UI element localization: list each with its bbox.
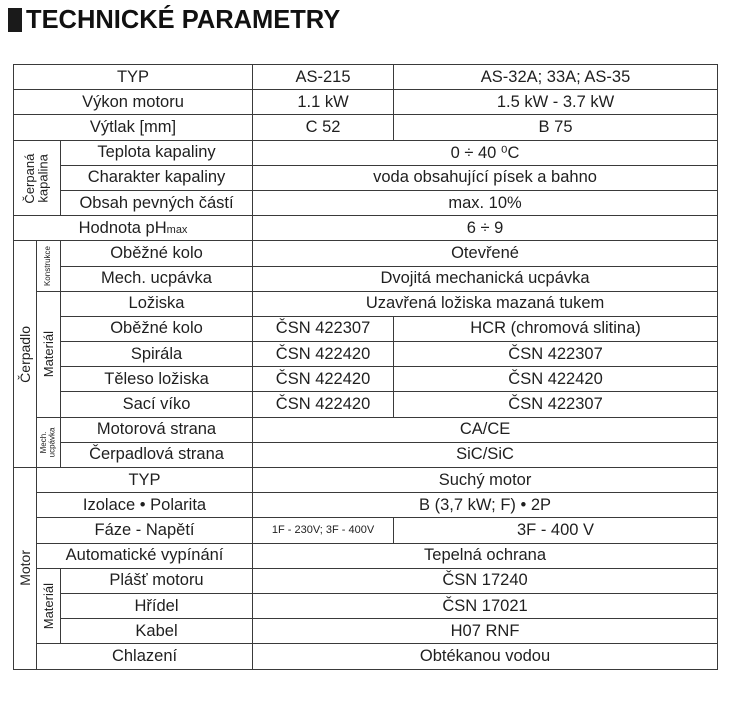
cell-label: TYP	[14, 65, 253, 90]
cell-col2: ČSN 422307	[394, 392, 718, 417]
table-row-hridel	[14, 593, 718, 618]
title-square-icon	[8, 8, 22, 32]
table-row-mech-ucpavka	[14, 266, 718, 291]
cell-label: Plášť motoru	[61, 568, 253, 593]
cell-value: Obtékanou vodou	[253, 644, 718, 669]
cell-label: Čerpadlová strana	[61, 442, 253, 467]
sub-material-cerpadlo	[37, 291, 61, 417]
cell-label: Ložiska	[61, 291, 253, 316]
cell-value: ČSN 17240	[253, 568, 718, 593]
cell-label: Mech. ucpávka	[61, 266, 253, 291]
page-title	[8, 4, 347, 35]
cell-label: Kabel	[61, 619, 253, 644]
cell-label: Izolace • Polarita	[37, 493, 253, 518]
cell-label: Charakter kapaliny	[61, 165, 253, 190]
table-row-plast	[14, 568, 718, 593]
table-row-ph	[14, 216, 718, 241]
sub-material-motor-label: Materiál	[40, 582, 56, 630]
cell-col1: 1F - 230V; 3F - 400V	[253, 518, 394, 543]
cell-col2: ČSN 422307	[394, 342, 718, 367]
table-row-kabel	[14, 619, 718, 644]
table-row-teplota	[14, 140, 718, 165]
cell-col1: AS-215	[253, 65, 394, 90]
sub-material-motor	[37, 568, 61, 644]
cell-label: Fáze - Napětí	[37, 518, 253, 543]
cell-col2: B 75	[394, 115, 718, 140]
cell-value: Suchý motor	[253, 468, 718, 493]
group-cerpana-kapalina	[14, 140, 61, 216]
table-row-obsah	[14, 190, 718, 215]
table-row-charakter	[14, 165, 718, 190]
table-row-obezne-kolo-k	[14, 241, 718, 266]
table-row-cerpadlova	[14, 442, 718, 467]
cell-label: Spirála	[61, 342, 253, 367]
table-row-teleso	[14, 367, 718, 392]
cell-label	[14, 216, 253, 241]
cell-col1: C 52	[253, 115, 394, 140]
group-motor-label: Motor	[16, 550, 33, 587]
cell-col2: 1.5 kW - 3.7 kW	[394, 90, 718, 115]
sub-mech-ucpavka	[37, 417, 61, 467]
cell-value: H07 RNF	[253, 619, 718, 644]
cell-col2: ČSN 422420	[394, 367, 718, 392]
cell-value: SiC/SiC	[253, 442, 718, 467]
group-cerpadlo-label: Čerpadlo	[16, 325, 33, 383]
sub-material-cerpadlo-label: Materiál	[40, 331, 56, 378]
cell-value: CA/CE	[253, 417, 718, 442]
cell-label: Motorová strana	[61, 417, 253, 442]
table-row-motorova	[14, 417, 718, 442]
group-motor	[14, 468, 37, 670]
cell-col2: AS-32A; 33A; AS-35	[394, 65, 718, 90]
ph-label-sub: max	[166, 223, 188, 236]
cell-value: Tepelná ochrana	[253, 543, 718, 568]
sub-mech-ucpavka-label: Mech. ucpávka	[39, 427, 57, 458]
cell-label: Výtlak [mm]	[14, 115, 253, 140]
cell-value: voda obsahující písek a bahno	[253, 165, 718, 190]
table-row-header	[14, 65, 718, 90]
group-cerpana-kapalina-label: Čerpaná kapalina	[22, 152, 51, 203]
ph-label: Hodnota pH	[78, 218, 167, 237]
table-row-vykon	[14, 90, 718, 115]
cell-col1: ČSN 422420	[253, 342, 394, 367]
title-text: TECHNICKÉ PARAMETRY	[26, 4, 341, 34]
cell-label: Oběžné kolo	[61, 316, 253, 341]
cell-value: Uzavřená ložiska mazaná tukem	[253, 291, 718, 316]
cell-value: B (3,7 kW; F) • 2P	[253, 493, 718, 518]
table-row-chlazeni	[14, 644, 718, 669]
table-row-vytlak	[14, 115, 718, 140]
group-cerpadlo	[14, 241, 37, 468]
cell-value: 0 ÷ 40 ⁰C	[253, 140, 718, 165]
cell-label: Těleso ložiska	[61, 367, 253, 392]
table-row-spirala	[14, 342, 718, 367]
cell-label: Teplota kapaliny	[61, 140, 253, 165]
cell-col1: ČSN 422420	[253, 367, 394, 392]
table-row-saci	[14, 392, 718, 417]
cell-value: Otevřené	[253, 241, 718, 266]
cell-col2: 3F - 400 V	[394, 518, 718, 543]
cell-label: Výkon motoru	[14, 90, 253, 115]
cell-col1: ČSN 422307	[253, 316, 394, 341]
cell-label: Obsah pevných částí	[61, 190, 253, 215]
sub-konstrukce	[37, 241, 61, 291]
cell-col1: ČSN 422420	[253, 392, 394, 417]
spec-table	[13, 64, 718, 670]
cell-value: ČSN 17021	[253, 593, 718, 618]
cell-label: TYP	[37, 468, 253, 493]
cell-value: max. 10%	[253, 190, 718, 215]
cell-value: 6 ÷ 9	[253, 216, 718, 241]
sub-konstrukce-label: Konstrukce	[43, 245, 53, 287]
cell-col2: HCR (chromová slitina)	[394, 316, 718, 341]
cell-col1: 1.1 kW	[253, 90, 394, 115]
table-row-faze	[14, 518, 718, 543]
cell-label: Chlazení	[37, 644, 253, 669]
cell-label: Automatické vypínání	[37, 543, 253, 568]
cell-label: Hřídel	[61, 593, 253, 618]
table-row-automaticke	[14, 543, 718, 568]
cell-label: Oběžné kolo	[61, 241, 253, 266]
table-row-obezne-kolo-m	[14, 316, 718, 341]
cell-label: Sací víko	[61, 392, 253, 417]
table-row-motor-typ	[14, 468, 718, 493]
table-row-loziska	[14, 291, 718, 316]
table-row-izolace	[14, 493, 718, 518]
cell-value: Dvojitá mechanická ucpávka	[253, 266, 718, 291]
